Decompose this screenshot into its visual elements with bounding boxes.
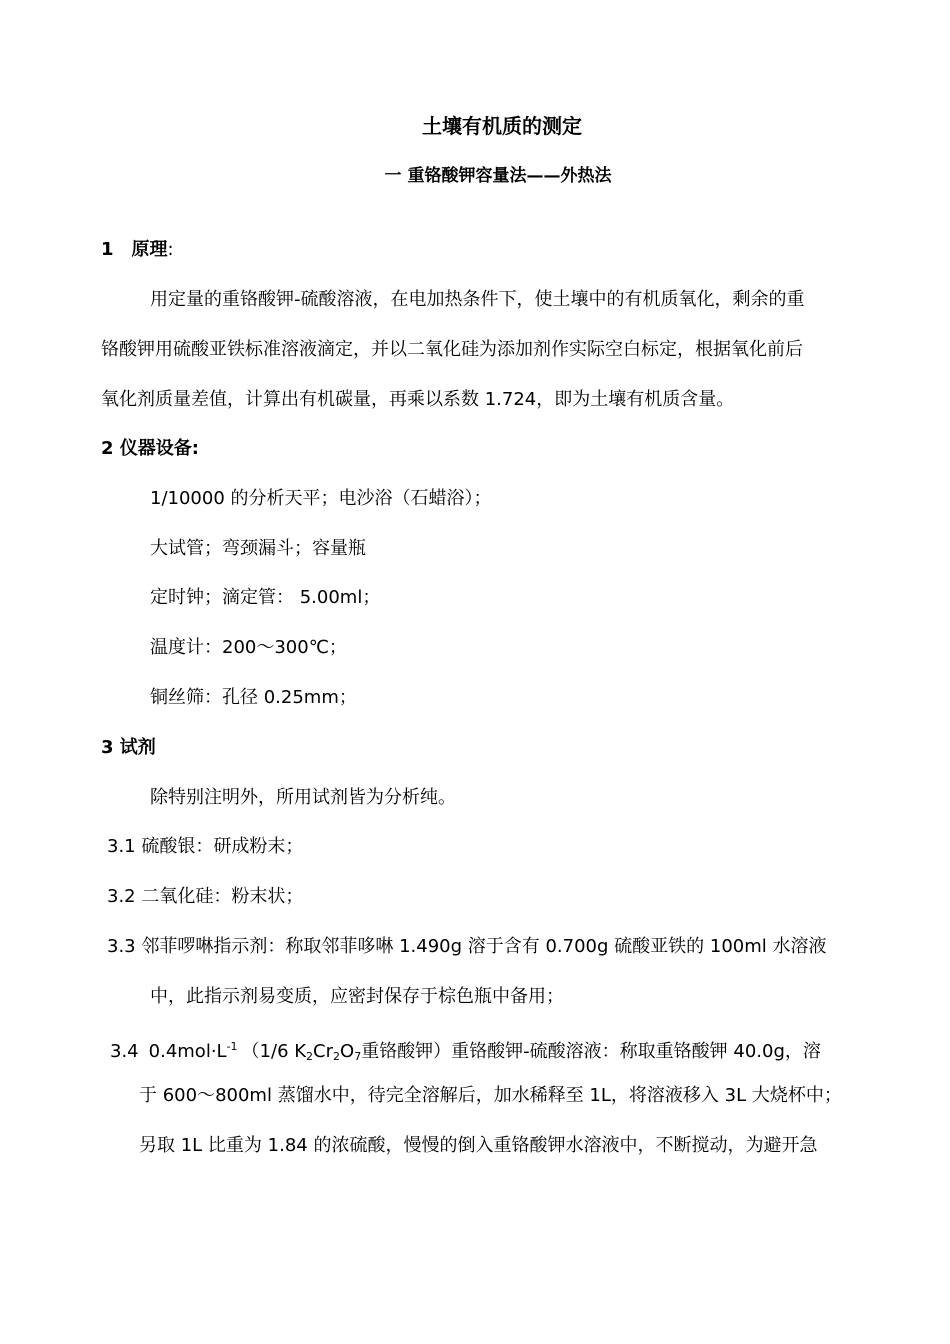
document-subtitle: 一 重铬酸钾容量法——外热法 [384, 166, 612, 186]
section-1-number: 1 [101, 239, 114, 260]
equipment-item: 温度计：200～300℃； [150, 637, 347, 658]
formula-part: Cr [313, 1041, 334, 1062]
equipment-item: 定时钟；滴定管： 5.00ml； [150, 587, 381, 608]
formula-prefix: （1/6 K [241, 1041, 307, 1062]
equipment-item: 大试管；弯颈漏斗；容量瓶 [150, 538, 366, 559]
reagent-item-continued: 另取 1L 比重为 1.84 的浓硫酸，慢慢的倒入重铬酸钾水溶液中，不断搅动，为避开急 [139, 1135, 818, 1156]
section-1-colon: : [167, 239, 174, 260]
formula-subscript: 2 [333, 1050, 341, 1063]
reagent-item: 3.1 硫酸银：研成粉末； [107, 836, 304, 857]
formula-part: O [340, 1041, 355, 1062]
reagent-item-3-4 [110, 1035, 821, 1069]
reagent-item-continued: 中，此指示剂易变质，应密封保存于棕色瓶中备用； [150, 986, 564, 1007]
equipment-item: 1/10000 的分析天平；电沙浴（石蜡浴）； [150, 488, 492, 509]
section-1-title: 原理 [131, 239, 168, 260]
reagent-intro: 除特别注明外，所用试剂皆为分析纯。 [150, 787, 456, 808]
concentration-exponent: -1 [226, 1040, 238, 1053]
reagent-number: 3.4 [110, 1041, 139, 1062]
section-1-heading [101, 238, 174, 262]
paragraph-line: 铬酸钾用硫酸亚铁标准溶液滴定，并以二氧化硅为添加剂作实际空白标定，根据氧化前后 [101, 339, 803, 360]
paragraph-line: 氧化剂质量差值，计算出有机碳量，再乘以系数 1.724，即为土壤有机质含量。 [101, 389, 735, 410]
reagent-item-continued: 于 600～800ml 蒸馏水中，待完全溶解后，加水稀释至 1L，将溶液移入 3L 大烧杯中； [139, 1085, 842, 1106]
formula-subscript: 2 [306, 1050, 314, 1063]
equipment-item: 铜丝筛：孔径 0.25mm； [150, 687, 357, 708]
reagent-description: 重铬酸钾）重铬酸钾-硫酸溶液：称取重铬酸钾 40.0g，溶 [361, 1041, 821, 1062]
reagent-item: 3.3 邻菲啰啉指示剂：称取邻菲哆啉 1.490g 溶于含有 0.700g 硫酸亚铁的 100ml 水溶液 [107, 936, 827, 957]
reagent-item: 3.2 二氧化硅：粉末状； [107, 886, 304, 907]
document-title: 土壤有机质的测定 [422, 114, 582, 138]
paragraph-line: 用定量的重铬酸钾-硫酸溶液，在电加热条件下，使土壤中的有机质氧化，剩余的重 [150, 289, 805, 310]
section-3-heading: 3 试剂 [101, 737, 156, 758]
concentration: 0.4mol·L [148, 1041, 227, 1062]
section-2-heading: 2 仪器设备: [101, 438, 199, 459]
formula-subscript: 7 [354, 1050, 362, 1063]
